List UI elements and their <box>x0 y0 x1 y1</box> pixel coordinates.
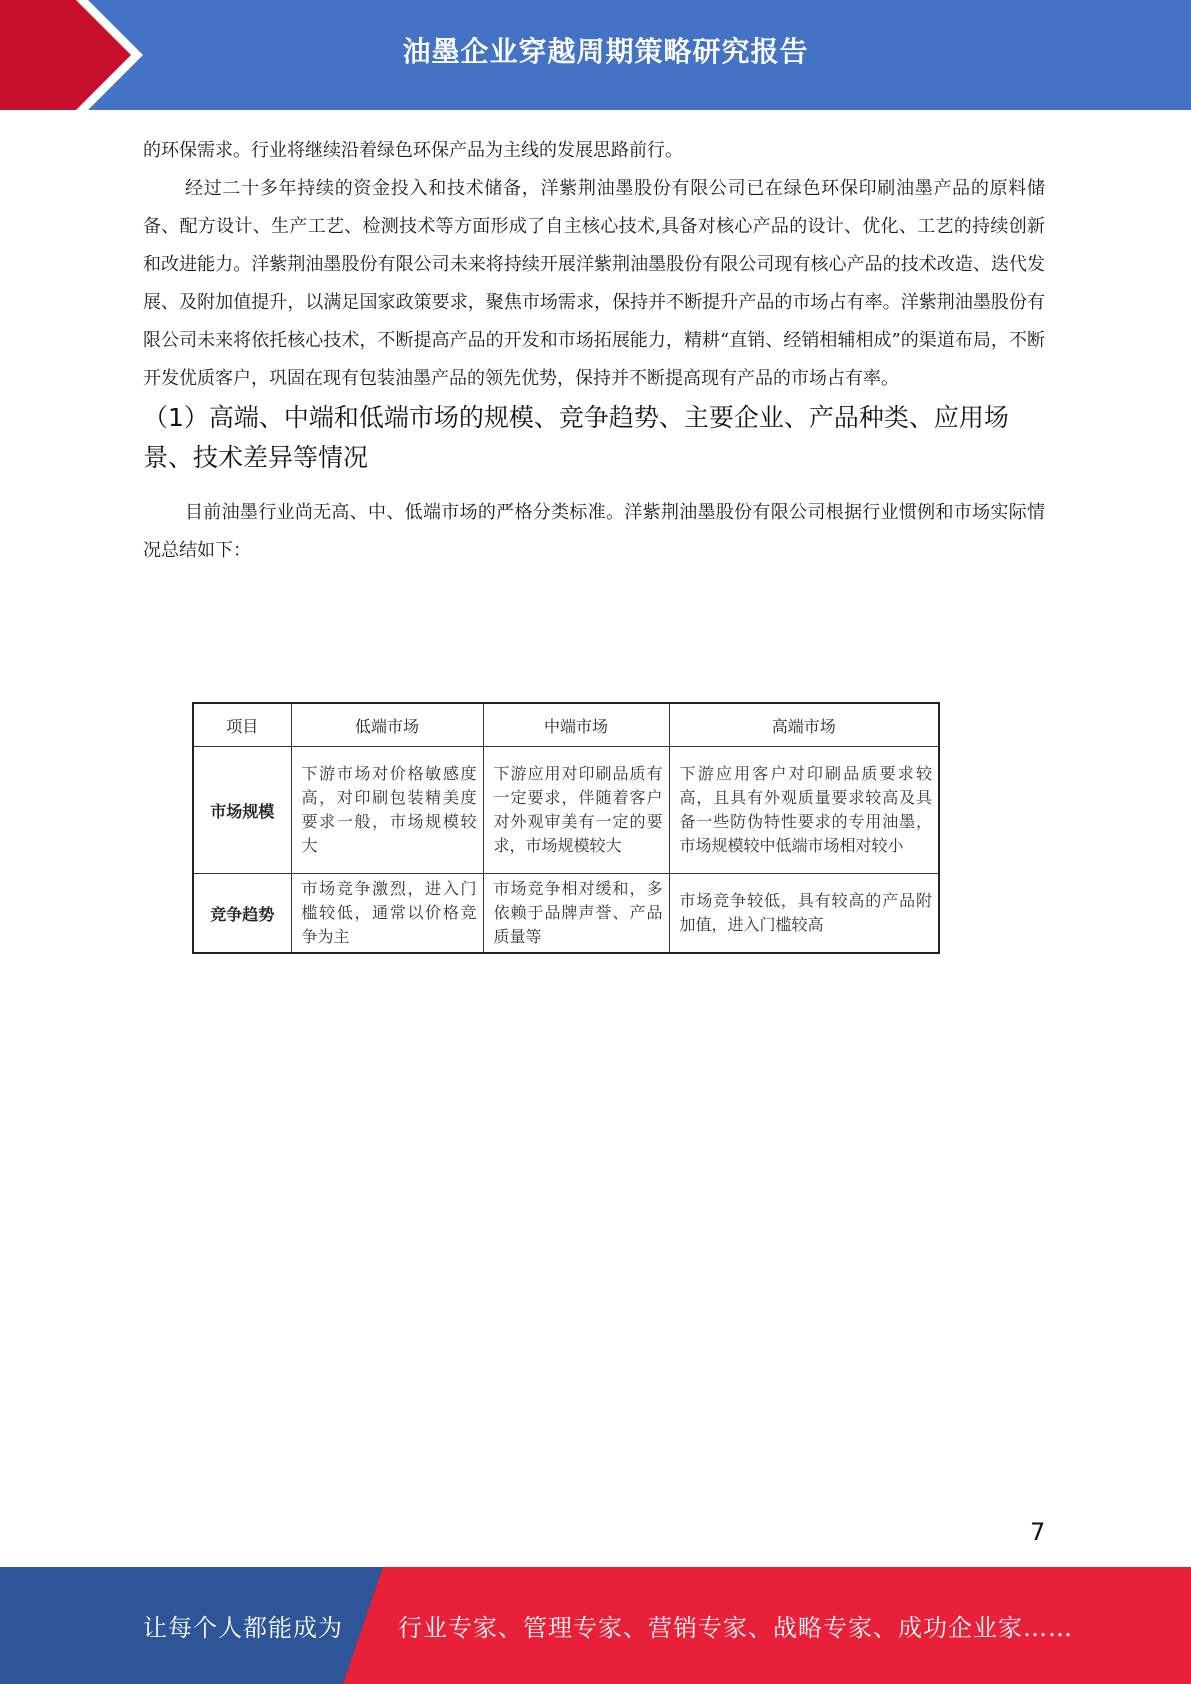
paragraph-continuation: 的环保需求。行业将继续沿着绿色环保产品为主线的发展思路前行。 <box>143 140 683 161</box>
footer-slogan-left: 让每个人都能成为 <box>143 1614 343 1642</box>
document-body <box>143 132 1045 570</box>
table-row <box>193 747 939 874</box>
paragraph-company-tech: 经过二十多年持续的资金投入和技术储备，洋紫荆油墨股份有限公司已在绿色环保印刷油墨产品的原料储备、配方设计、生产工艺、检测技术等方面形成了自主核心技术,具备对核心产品的设计、优化、工艺的持续创新和改进能力。洋紫荆油墨股份有限公司未来将持续开展洋紫荆油墨股份有限公司现有核心产品的技术改造、迭代发展、及附加值提升，以满足国家政策要求，聚焦市场需求，保持并不断提升产品的市场占有率。洋紫荆油墨股份有限公司未来将依托核心技术，不断提高产品的开发和市场拓展能力，精耕“直销、经销相辅相成”的渠道布局，不断开发优质客户，巩固在现有包装油墨产品的领先优势，保持并不断提高现有产品的市场占有率。 <box>143 178 1045 389</box>
table-row <box>193 874 939 954</box>
header-item: 项目 <box>193 703 291 747</box>
cell-high-market-size: 下游应用客户对印刷品质要求较高，且具有外观质量要求较高及具备一些防伪特性要求的专用油墨，市场规模较中低端市场相对较小 <box>669 747 939 874</box>
page-footer <box>0 1567 1191 1684</box>
page-number: 7 <box>1030 1518 1046 1546</box>
header-high-end: 高端市场 <box>669 703 939 747</box>
market-comparison-table <box>192 702 940 954</box>
cell-high-competition: 市场竞争较低，具有较高的产品附加值，进入门槛较高 <box>669 874 939 954</box>
row-label-market-size: 市场规模 <box>193 747 291 874</box>
cell-low-competition: 市场竞争激烈，进入门槛较低，通常以价格竞争为主 <box>291 874 483 954</box>
paragraph-market-intro: 目前油墨行业尚无高、中、低端市场的严格分类标准。洋紫荆油墨股份有限公司根据行业惯例和市场实际情况总结如下： <box>143 502 1045 561</box>
header-mid-end: 中端市场 <box>483 703 669 747</box>
market-table-container <box>192 702 940 954</box>
table-header-row <box>193 703 939 747</box>
report-title: 油墨企业穿越周期策略研究报告 <box>402 35 809 68</box>
cell-low-market-size: 下游市场对价格敏感度高，对印刷包装精美度要求一般，市场规模较大 <box>291 747 483 874</box>
row-label-competition: 竞争趋势 <box>193 874 291 954</box>
header-low-end: 低端市场 <box>291 703 483 747</box>
page-header <box>0 0 1191 110</box>
section-heading: （1）高端、中端和低端市场的规模、竞争趋势、主要企业、产品种类、应用场景、技术差异等情况 <box>143 403 1009 472</box>
cell-mid-competition: 市场竞争相对缓和，多依赖于品牌声誉、产品质量等 <box>483 874 669 954</box>
footer-slogan-right: 行业专家、管理专家、营销专家、战略专家、成功企业家…… <box>398 1614 1073 1642</box>
cell-mid-market-size: 下游应用对印刷品质有一定要求，伴随着客户对外观审美有一定的要求，市场规模较大 <box>483 747 669 874</box>
